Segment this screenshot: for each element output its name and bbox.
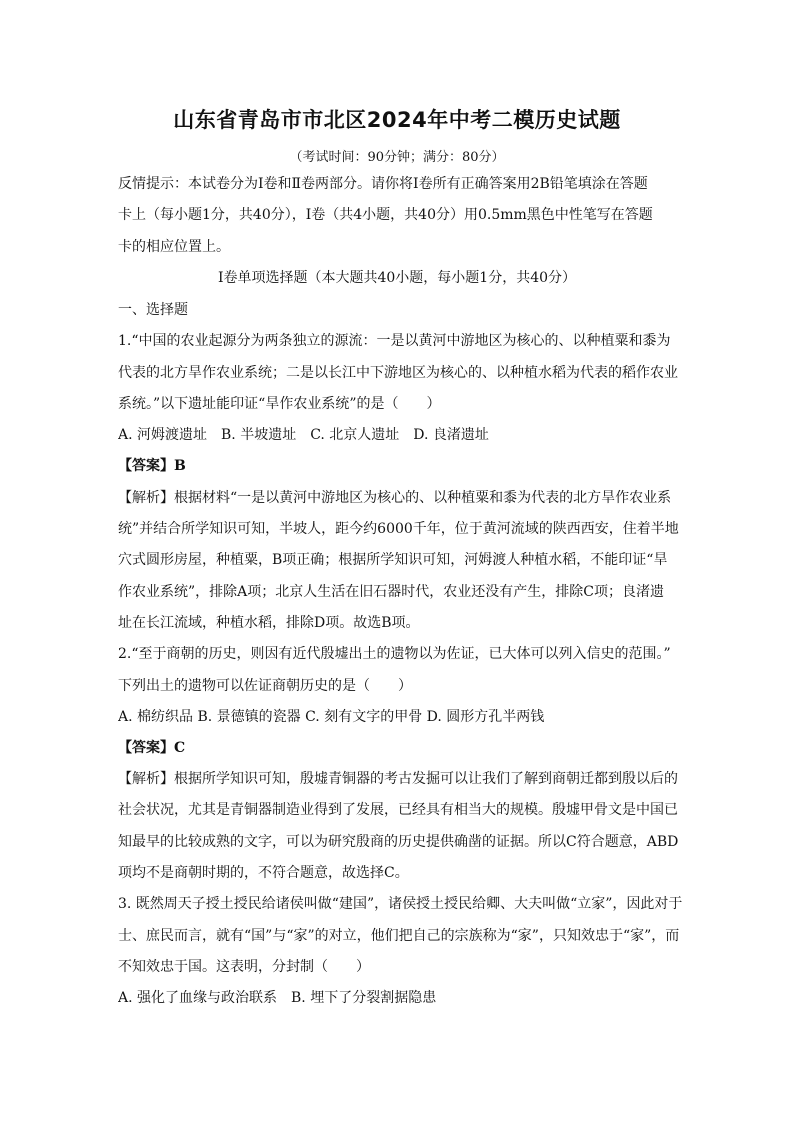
question-2-analysis: 社会状况，尤其是青铜器制造业得到了发展，已经具有相当大的规模。殷墟甲骨文是中国已 (118, 802, 678, 818)
notice-line: 反情提示：本试卷分为Ⅰ卷和Ⅱ卷两部分。请你将Ⅰ卷所有正确答案用2B铅笔填涂在答题 (118, 176, 648, 192)
question-3-stem: 3. 既然周天子授土授民给诸侯叫做“建国”，诸侯授土授民给卿、大夫叫做“立家”，因此对于 (118, 896, 683, 912)
section-header: Ⅰ卷单项选择题（本大题共40小题，每小题1分，共40分） (217, 270, 577, 286)
exam-info: （考试时间：90分钟；满分：80分） (289, 150, 505, 165)
question-2-stem: 下列出土的遗物可以佐证商朝历史的是（ ） (118, 678, 412, 694)
question-1-answer: 【答案】B (118, 458, 186, 474)
question-2-analysis: 项均不是商朝时期的，不符合题意，故选择C。 (118, 865, 409, 881)
page-title: 山东省青岛市市北区2024年中考二模历史试题 (173, 108, 621, 132)
question-1-options: A. 河姆渡遗址 B. 半坡遗址 C. 北京人遗址 D. 良渚遗址 (118, 427, 489, 443)
question-2-options: A. 棉纺织品 B. 景德镇的瓷器 C. 刻有文字的甲骨 D. 圆形方孔半两钱 (118, 709, 545, 725)
question-3-options: A. 强化了血缘与政治联系 B. 埋下了分裂割据隐患 (118, 990, 437, 1006)
question-1-analysis: 穴式圆形房屋，种植粟，B项正确；根据所学知识可知，河姆渡人种植水稻，不能印证“旱 (118, 552, 668, 568)
question-3-stem: 不知效忠于国。这表明，分封制（ ） (118, 959, 370, 975)
question-1-stem: 1.“中国的农业起源分为两条独立的源流：一是以黄河中游地区为核心的、以种植粟和黍为 (118, 333, 671, 349)
notice-line: 卡的相应位置上。 (118, 239, 230, 255)
question-1-stem: 代表的北方旱作农业系统；二是以长江中下游地区为核心的、以种植水稻为代表的稻作农业 (118, 365, 678, 381)
question-1-analysis: 址在长江流域，种植水稻，排除D项。故选B项。 (118, 615, 420, 631)
question-3-stem: 士、庶民而言，就有“国”与“家”的对立，他们把自己的宗族称为“家”，只知效忠于“家”，而 (118, 928, 680, 944)
question-2-analysis: 【解析】根据所学知识可知，殷墟青铜器的考古发掘可以让我们了解到商朝迁都到殷以后的 (118, 771, 678, 787)
question-2-stem: 2.“至于商朝的历史，则因有近代殷墟出土的遗物以为佐证，已大体可以列入信史的范围。” (118, 646, 671, 662)
section-title: 一、选择题 (118, 302, 188, 318)
question-2-analysis: 知最早的比较成熟的文字，可以为研究殷商的历史提供确凿的证据。所以C符合题意，ABD (118, 834, 679, 850)
question-2-answer: 【答案】C (118, 740, 186, 756)
notice-line: 卡上（每小题1分，共40分），Ⅰ卷（共4小题，共40分）用0.5mm黑色中性笔写在答题 (118, 207, 653, 223)
question-1-analysis: 统”并结合所学知识可知，半坡人，距今约6000千年，位于黄河流域的陕西西安，住着半地 (118, 521, 679, 537)
question-1-analysis: 作农业系统”，排除A项；北京人生活在旧石器时代，农业还没有产生，排除C项；良渚遗 (118, 584, 664, 600)
question-1-analysis: 【解析】根据材料“一是以黄河中游地区为核心的、以种植粟和黍为代表的北方旱作农业系 (118, 490, 672, 506)
question-1-stem: 系统。”以下遗址能印证“旱作农业系统”的是（ ） (118, 396, 441, 412)
